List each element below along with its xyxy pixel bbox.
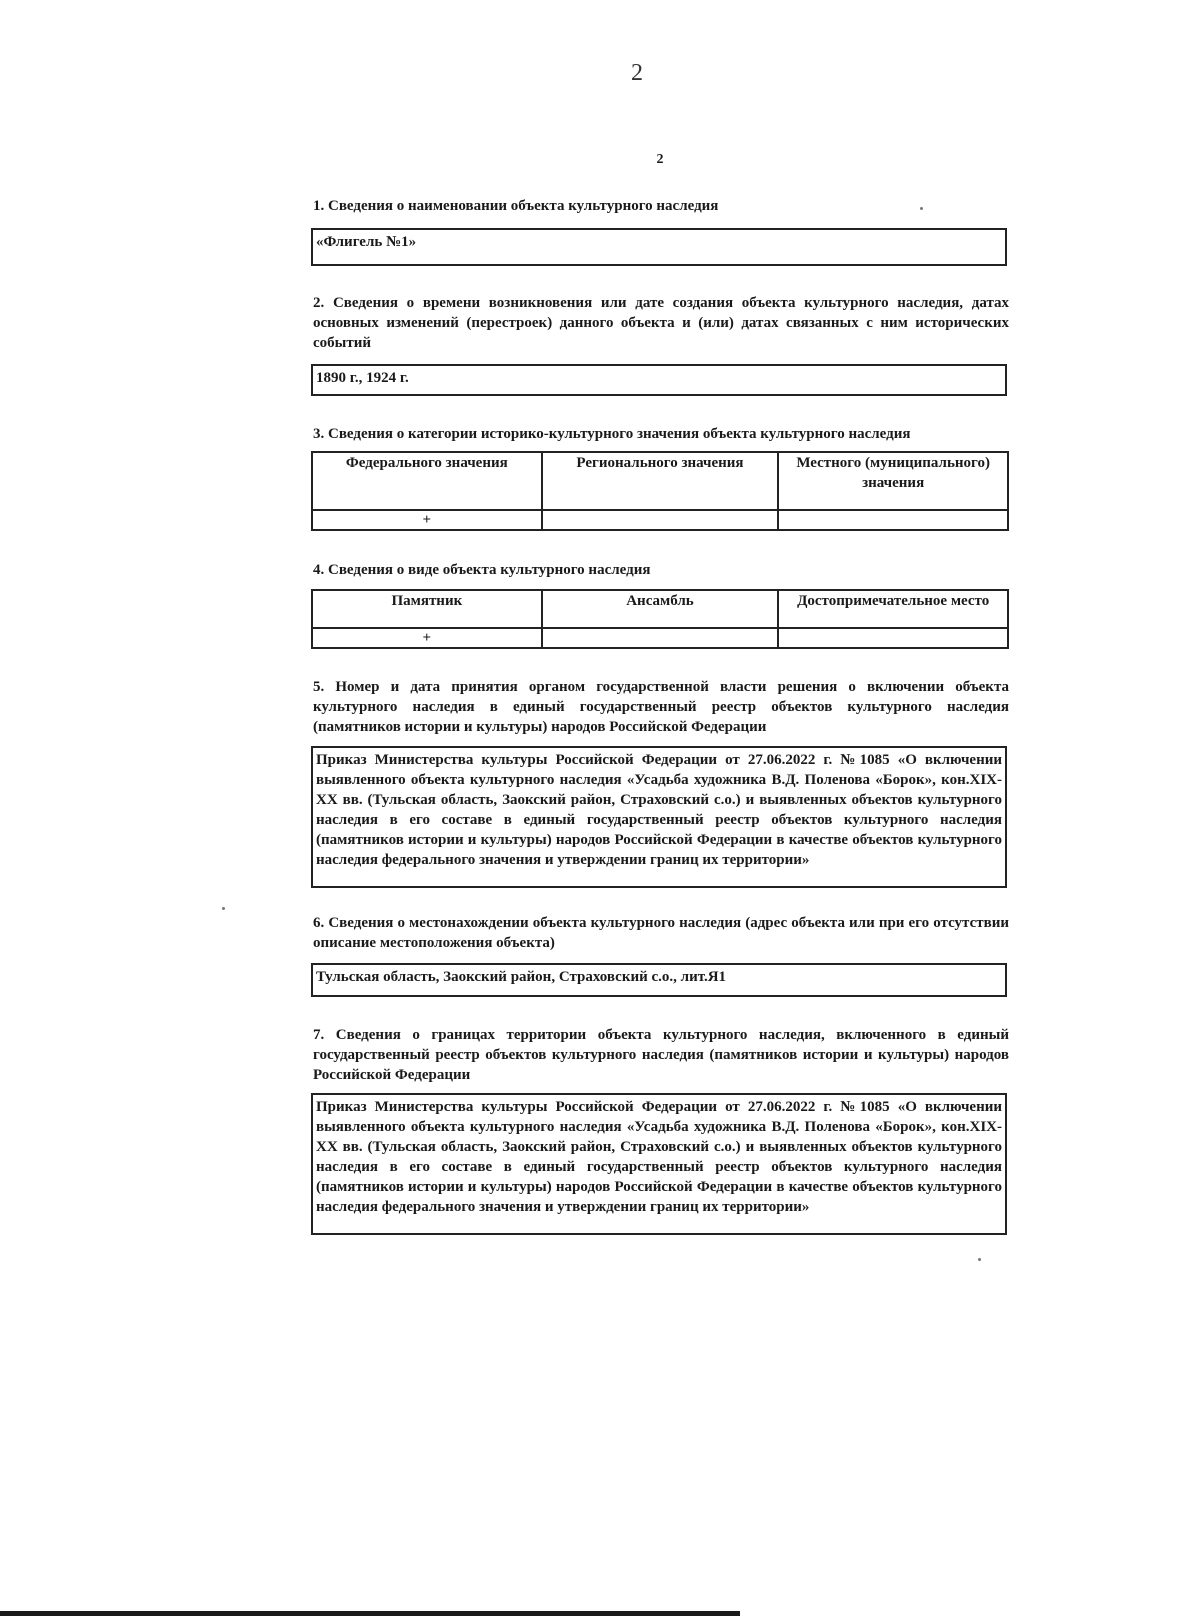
type-landmark-mark bbox=[778, 628, 1008, 648]
section-6-heading: 6. Сведения о местонахождении объекта культурного наследия (адрес объекта или при его отсутствии описание местоположения объекта) bbox=[313, 915, 1009, 951]
scan-speck bbox=[978, 1258, 981, 1261]
category-local-mark bbox=[778, 510, 1008, 530]
category-regional-header: Регионального значения bbox=[542, 452, 779, 510]
section-7-heading: 7. Сведения о границах территории объекта культурного наследия, включенного в единый государственный реестр объектов культурного наследия (памятников истории и культуры) народов Российской Федерации bbox=[313, 1027, 1009, 1083]
type-ensemble-mark bbox=[542, 628, 779, 648]
section-4-heading: 4. Сведения о виде объекта культурного наследия bbox=[313, 562, 651, 578]
section-1-value: «Флигель №1» bbox=[316, 234, 417, 250]
section-6-value: Тульская область, Заокский район, Страховский с.о., лит.Я1 bbox=[316, 969, 727, 985]
section-2-value: 1890 г., 1924 г. bbox=[316, 370, 409, 386]
type-ensemble-header: Ансамбль bbox=[542, 590, 779, 628]
section-2-heading: 2. Сведения о времени возникновения или дате создания объекта культурного наследия, датах основных изменений (перестроек) данного объекта и (или) датах связанных с ним исторических событий bbox=[313, 295, 1009, 351]
type-landmark-header: Достопримечательное место bbox=[778, 590, 1008, 628]
section-6-value-box bbox=[311, 963, 1007, 997]
section-2-value-box bbox=[311, 364, 1007, 396]
scan-speck bbox=[920, 207, 923, 210]
type-table-mark-row bbox=[312, 628, 1008, 648]
scan-edge-line bbox=[0, 1611, 740, 1616]
page-number-outer: 2 bbox=[631, 60, 643, 86]
category-local-header: Местного (муниципального) значения bbox=[778, 452, 1008, 510]
type-table-header-row bbox=[312, 590, 1008, 628]
section-1-value-box bbox=[311, 228, 1007, 266]
section-7-value-box bbox=[311, 1093, 1007, 1235]
category-table-header-row bbox=[312, 452, 1008, 510]
category-table-mark-row bbox=[312, 510, 1008, 530]
type-monument-header: Памятник bbox=[312, 590, 542, 628]
section-3-heading: 3. Сведения о категории историко-культурного значения объекта культурного наследия bbox=[313, 426, 911, 442]
section-5-heading: 5. Номер и дата принятия органом государственной власти решения о включении объекта культурного наследия в единый государственный реестр объектов культурного наследия (памятников истории и культуры) народов Российской Федерации bbox=[313, 679, 1009, 735]
section-5-value-box bbox=[311, 746, 1007, 888]
category-federal-mark: + bbox=[312, 510, 542, 530]
page-number-inner: 2 bbox=[656, 152, 664, 167]
type-table bbox=[311, 589, 1009, 649]
category-regional-mark bbox=[542, 510, 779, 530]
type-monument-mark: + bbox=[312, 628, 542, 648]
section-1-heading: 1. Сведения о наименовании объекта культурного наследия bbox=[313, 198, 719, 214]
scan-speck bbox=[222, 907, 225, 910]
category-table bbox=[311, 451, 1009, 531]
category-federal-header: Федерального значения bbox=[312, 452, 542, 510]
section-7-value: Приказ Министерства культуры Российской Федерации от 27.06.2022 г. №1085 «О включении выявленного объекта культурного наследия «Усадьба художника В.Д. Поленова «Борок», кон.XIX-XX вв. (Тульская область, Заокский район, Страховский с.о.) и выявленных объектов культурного наследия в его составе в единый государственный реестр объектов культурного наследия (памятников истории и культуры) народов Российской Федерации в качестве объектов культурного наследия федерального значения и утверждении границ их территории» bbox=[316, 1099, 1002, 1215]
section-5-value: Приказ Министерства культуры Российской Федерации от 27.06.2022 г. №1085 «О включении выявленного объекта культурного наследия «Усадьба художника В.Д. Поленова «Борок», кон.XIX-XX вв. (Тульская область, Заокский район, Страховский с.о.) и выявленных объектов культурного наследия в его составе в единый государственный реестр объектов культурного наследия (памятников истории и культуры) народов Российской Федерации в качестве объектов культурного наследия федерального значения и утверждении границ их территории» bbox=[316, 752, 1002, 868]
